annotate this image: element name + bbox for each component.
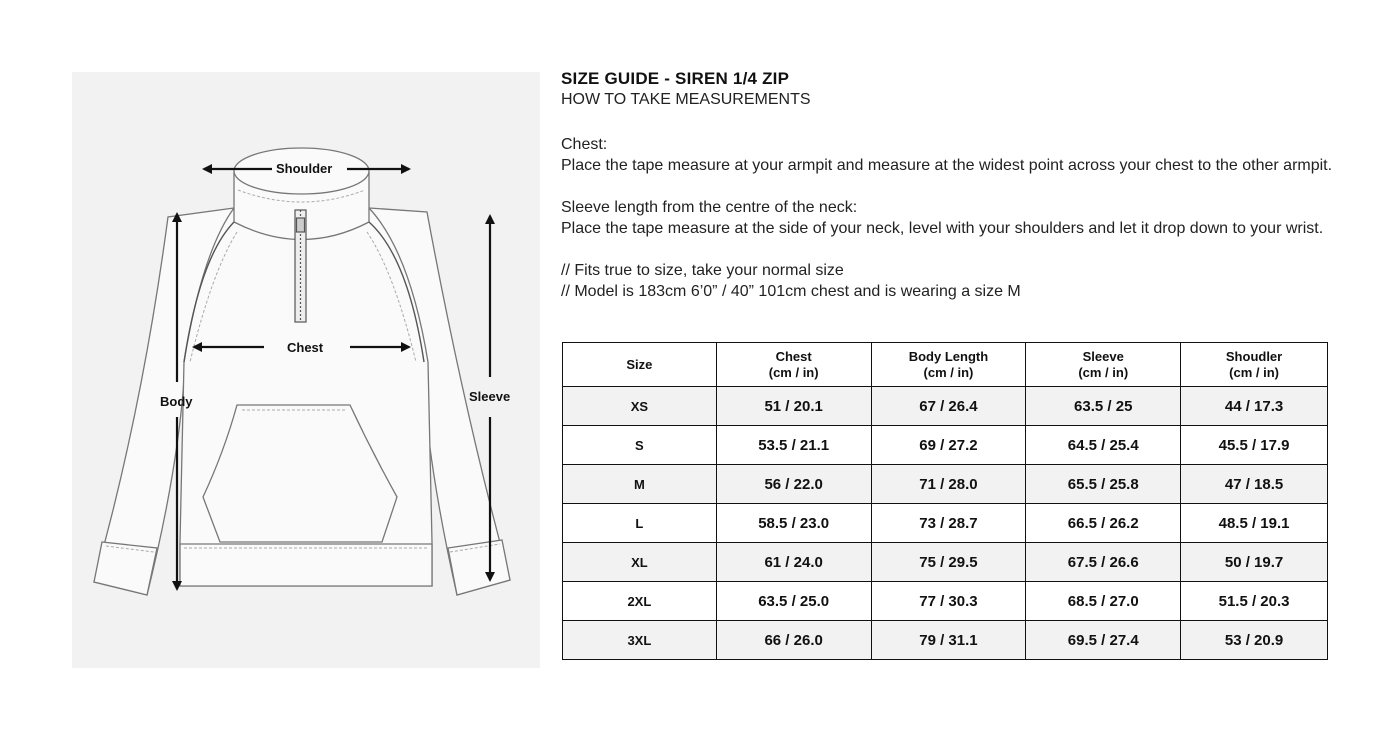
size-cell: S: [563, 426, 717, 465]
chest-heading: Chest:: [561, 136, 608, 153]
shoulder-cell: 47 / 18.5: [1181, 465, 1328, 504]
size-cell: 2XL: [563, 582, 717, 621]
shoulder-label: Shoulder: [276, 161, 333, 176]
header-sleeve-label: Sleeve: [1082, 348, 1124, 364]
sleeve-cell: 67.5 / 26.6: [1026, 543, 1181, 582]
fit-note: // Fits true to size, take your normal size: [561, 262, 844, 279]
body-length-cell: 77 / 30.3: [871, 582, 1026, 621]
header-body-length-label: Body Length: [908, 348, 989, 364]
page-subtitle: HOW TO TAKE MEASUREMENTS: [561, 91, 811, 108]
body-length-cell: 69 / 27.2: [871, 426, 1026, 465]
table-header-row: [563, 343, 1328, 387]
garment-diagram: [72, 72, 540, 668]
body-length-cell: 75 / 29.5: [871, 543, 1026, 582]
header-shoulder: [1181, 343, 1328, 387]
header-size-label: Size: [626, 356, 653, 372]
size-cell: XL: [563, 543, 717, 582]
body-length-cell: 79 / 31.1: [871, 621, 1026, 660]
model-note: // Model is 183cm 6’0” / 40” 101cm chest and is wearing a size M: [561, 283, 1021, 300]
chest-cell: 66 / 26.0: [716, 621, 871, 660]
sleeve-cell: 66.5 / 26.2: [1026, 504, 1181, 543]
table-row: [563, 621, 1328, 660]
header-sleeve: [1026, 343, 1181, 387]
shoulder-cell: 44 / 17.3: [1181, 387, 1328, 426]
measurement-guide: [561, 68, 1361, 302]
chest-cell: 58.5 / 23.0: [716, 504, 871, 543]
size-cell: L: [563, 504, 717, 543]
chest-label: Chest: [287, 340, 324, 355]
table-row: [563, 504, 1328, 543]
header-shoulder-unit: (cm / in): [1229, 364, 1279, 380]
size-chart-table: [562, 342, 1328, 660]
sleeve-cell: 65.5 / 25.8: [1026, 465, 1181, 504]
body-length-cell: 73 / 28.7: [871, 504, 1026, 543]
shoulder-cell: 50 / 19.7: [1181, 543, 1328, 582]
shoulder-cell: 51.5 / 20.3: [1181, 582, 1328, 621]
chest-cell: 61 / 24.0: [716, 543, 871, 582]
size-cell: 3XL: [563, 621, 717, 660]
header-body-length: [871, 343, 1026, 387]
shoulder-cell: 45.5 / 17.9: [1181, 426, 1328, 465]
table-row: [563, 426, 1328, 465]
table-row: [563, 465, 1328, 504]
sleeve-label: Sleeve: [469, 389, 511, 404]
size-cell: M: [563, 465, 717, 504]
header-size: [563, 343, 717, 387]
sleeve-cell: 69.5 / 27.4: [1026, 621, 1181, 660]
header-chest-label: Chest: [775, 348, 812, 364]
size-cell: XS: [563, 387, 717, 426]
body-length-cell: 67 / 26.4: [871, 387, 1026, 426]
chest-cell: 63.5 / 25.0: [716, 582, 871, 621]
header-shoulder-label: Shoudler: [1225, 348, 1283, 364]
sleeve-instructions: Place the tape measure at the side of your neck, level with your shoulders and let it drop down to your wrist.: [561, 220, 1324, 237]
header-body-length-unit: (cm / in): [923, 364, 974, 380]
sleeve-cell: 63.5 / 25: [1026, 387, 1181, 426]
shoulder-cell: 48.5 / 19.1: [1181, 504, 1328, 543]
header-sleeve-unit: (cm / in): [1078, 364, 1129, 380]
sleeve-cell: 68.5 / 27.0: [1026, 582, 1181, 621]
chest-cell: 56 / 22.0: [716, 465, 871, 504]
chest-instructions: Place the tape measure at your armpit and measure at the widest point across your chest to the other armpit.: [561, 157, 1333, 174]
sleeve-heading: Sleeve length from the centre of the neck:: [561, 199, 858, 216]
body-length-cell: 71 / 28.0: [871, 465, 1026, 504]
table-row: [563, 582, 1328, 621]
sleeve-cell: 64.5 / 25.4: [1026, 426, 1181, 465]
table-row: [563, 543, 1328, 582]
chest-cell: 51 / 20.1: [716, 387, 871, 426]
page-title: SIZE GUIDE - SIREN 1/4 ZIP: [561, 69, 790, 88]
shoulder-cell: 53 / 20.9: [1181, 621, 1328, 660]
table-row: [563, 387, 1328, 426]
body-label: Body: [160, 394, 193, 409]
header-chest-unit: (cm / in): [768, 364, 819, 380]
chest-cell: 53.5 / 21.1: [716, 426, 871, 465]
header-chest: [716, 343, 871, 387]
